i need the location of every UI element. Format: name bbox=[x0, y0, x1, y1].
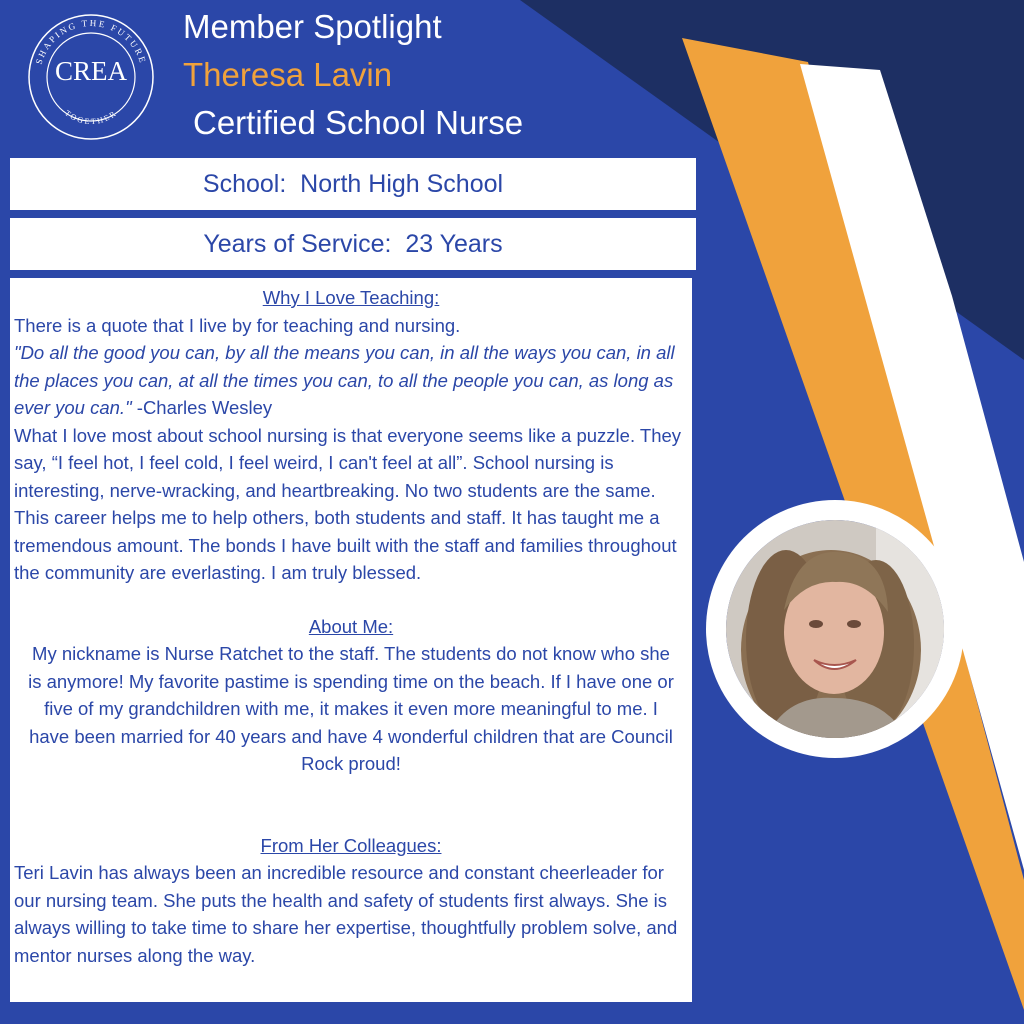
about-title: About Me: bbox=[308, 615, 394, 637]
about-body: My nickname is Nurse Ratchet to the staff. The students do not know who she is anymore! My favorite pastime is spending time on the beach. If I have one or five of my grandchildren with me, it makes it even more meaningful to me. I have been married for 40 years and have 4 wonderful children that are Council Rock proud! bbox=[28, 643, 674, 774]
content-panel bbox=[10, 278, 692, 1002]
svg-text:TOGETHER bbox=[63, 108, 119, 126]
why-attribution: -Charles Wesley bbox=[131, 397, 273, 418]
why-body: What I love most about school nursing is that everyone seems like a puzzle. They say, “I feel hot, I feel cold, I feel weird, I can't feel at all”. School nursing is interesting, nerve-wracking, and heartbreaking. No two students are the same. This career helps me to help others, both students and staff. It has taught me a tremendous amount. The bonds I have built with the staff and families throughout the community are everlasting. I am truly blessed. bbox=[14, 424, 682, 583]
why-quote: "Do all the good you can, by all the means you can, in all the ways you can, in all the places you can, at all the times you can, to all the people you can, as long as ever you can." bbox=[14, 342, 675, 418]
why-paragraph bbox=[10, 312, 692, 587]
member-name: Theresa Lavin bbox=[183, 56, 393, 93]
years-label: Years of Service: 23 Years bbox=[203, 229, 503, 258]
photo-frame bbox=[706, 500, 964, 758]
logo-ring-bottom: TOGETHER bbox=[63, 108, 119, 127]
colleagues-body: Teri Lavin has always been an incredible resource and constant cheerleader for our nursing team. She puts the health and safety of students first always. She is always willing to take time to share her expertise, thoughtfully problem solve, and mentor nurses along the way. bbox=[14, 862, 678, 966]
why-intro: There is a quote that I live by for teaching and nursing. bbox=[14, 314, 461, 336]
school-box bbox=[10, 158, 696, 210]
logo-ring-top: SHAPING THE FUTURE bbox=[33, 17, 149, 66]
spotlight-title: Member Spotlight bbox=[183, 8, 442, 45]
member-role: Certified School Nurse bbox=[193, 104, 524, 141]
colleagues-title: From Her Colleagues: bbox=[260, 834, 442, 856]
portrait-photo bbox=[726, 520, 944, 738]
portrait-illustration bbox=[726, 520, 944, 738]
school-label: School: North High School bbox=[202, 169, 504, 198]
years-box bbox=[10, 218, 696, 270]
why-title: Why I Love Teaching: bbox=[262, 287, 440, 308]
logo-text: CREA bbox=[54, 56, 127, 86]
